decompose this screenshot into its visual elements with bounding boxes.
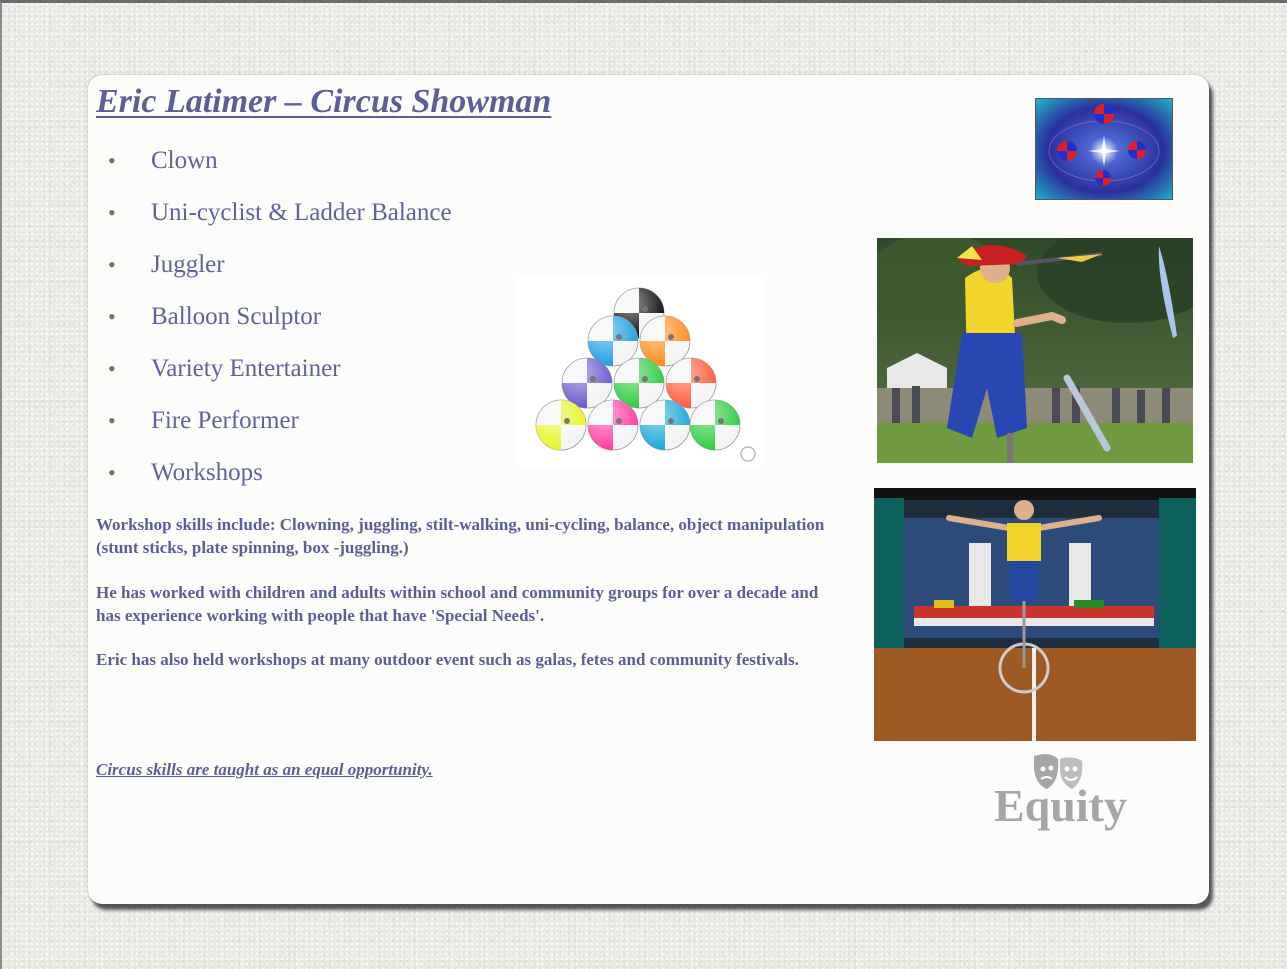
juggling-ball-shine [640, 316, 690, 366]
events-paragraph: Eric has also held workshops at many outdoor event such as galas, fetes and community festivals. [96, 650, 799, 669]
juggling-ball-shine [640, 400, 690, 450]
juggling-ball-dot [668, 418, 674, 424]
list-item [102, 141, 452, 193]
experience-paragraph: He has worked with children and adults within school and community groups for over a decade and has experience working with people that have 'Special Needs'. [96, 583, 819, 625]
juggling-graphic [1035, 98, 1173, 200]
juggling-balls-image [517, 275, 762, 467]
juggling-ball-shine [588, 316, 638, 366]
list-item-label: Fire Performer [151, 407, 299, 434]
juggling-ball-shine [690, 400, 740, 450]
juggling-ball-dot [694, 376, 700, 382]
bullet-icon: • [108, 304, 116, 329]
juggling-ball-dot [642, 306, 648, 312]
list-item-label: Variety Entertainer [151, 355, 341, 382]
list-item [102, 193, 452, 245]
list-item [102, 297, 452, 349]
juggling-ball-shine [562, 358, 612, 408]
list-item [102, 453, 452, 505]
list-item-label: Uni-cyclist & Ladder Balance [151, 199, 452, 226]
juggling-ball-dot [718, 418, 724, 424]
juggling-ball-shine [614, 358, 664, 408]
juggling-ball-dot [564, 418, 570, 424]
juggling-ball-dot [616, 334, 622, 340]
juggling-ball-dot [642, 376, 648, 382]
juggling-ball-dot [668, 334, 674, 340]
juggling-graphic-art [1036, 99, 1173, 200]
equity-logo-text: Equity [994, 780, 1127, 831]
list-item [102, 349, 452, 401]
juggling-balls-illustration [517, 275, 762, 467]
bullet-icon: • [108, 200, 116, 225]
list-item [102, 245, 452, 297]
juggling-ball-dot [616, 418, 622, 424]
page-title: Eric Latimer – Circus Showman [96, 83, 552, 120]
unicycle-juggler-photo [877, 238, 1193, 463]
equal-opportunity-tagline: Circus skills are taught as an equal opportunity. [96, 760, 433, 779]
juggling-ball-dot [590, 376, 596, 382]
equity-logo [992, 751, 1152, 835]
juggling-ball-shine [588, 400, 638, 450]
list-item-label: Clown [151, 147, 218, 174]
unicycle-juggler-illustration [877, 238, 1193, 463]
indoor-unicyclist-illustration [874, 488, 1196, 741]
bullet-icon: • [108, 408, 116, 433]
bullet-icon: • [108, 356, 116, 381]
juggling-ball-shine [536, 400, 586, 450]
bullet-icon: • [108, 148, 116, 173]
workshop-skills-paragraph: Workshop skills include: Clowning, juggling, stilt-walking, uni-cycling, balance, object manipulation (stunt sticks, plate spinning, box -juggling.) [96, 515, 825, 557]
list-item-label: Balloon Sculptor [151, 303, 322, 330]
bullet-icon: • [108, 252, 116, 277]
indoor-unicyclist-photo [874, 488, 1196, 741]
theatre-masks-icon [992, 751, 1152, 835]
list-item-label: Workshops [151, 459, 263, 486]
list-item-label: Juggler [151, 251, 225, 278]
bullet-icon: • [108, 460, 116, 485]
list-item [102, 401, 452, 453]
skills-list [102, 141, 452, 505]
